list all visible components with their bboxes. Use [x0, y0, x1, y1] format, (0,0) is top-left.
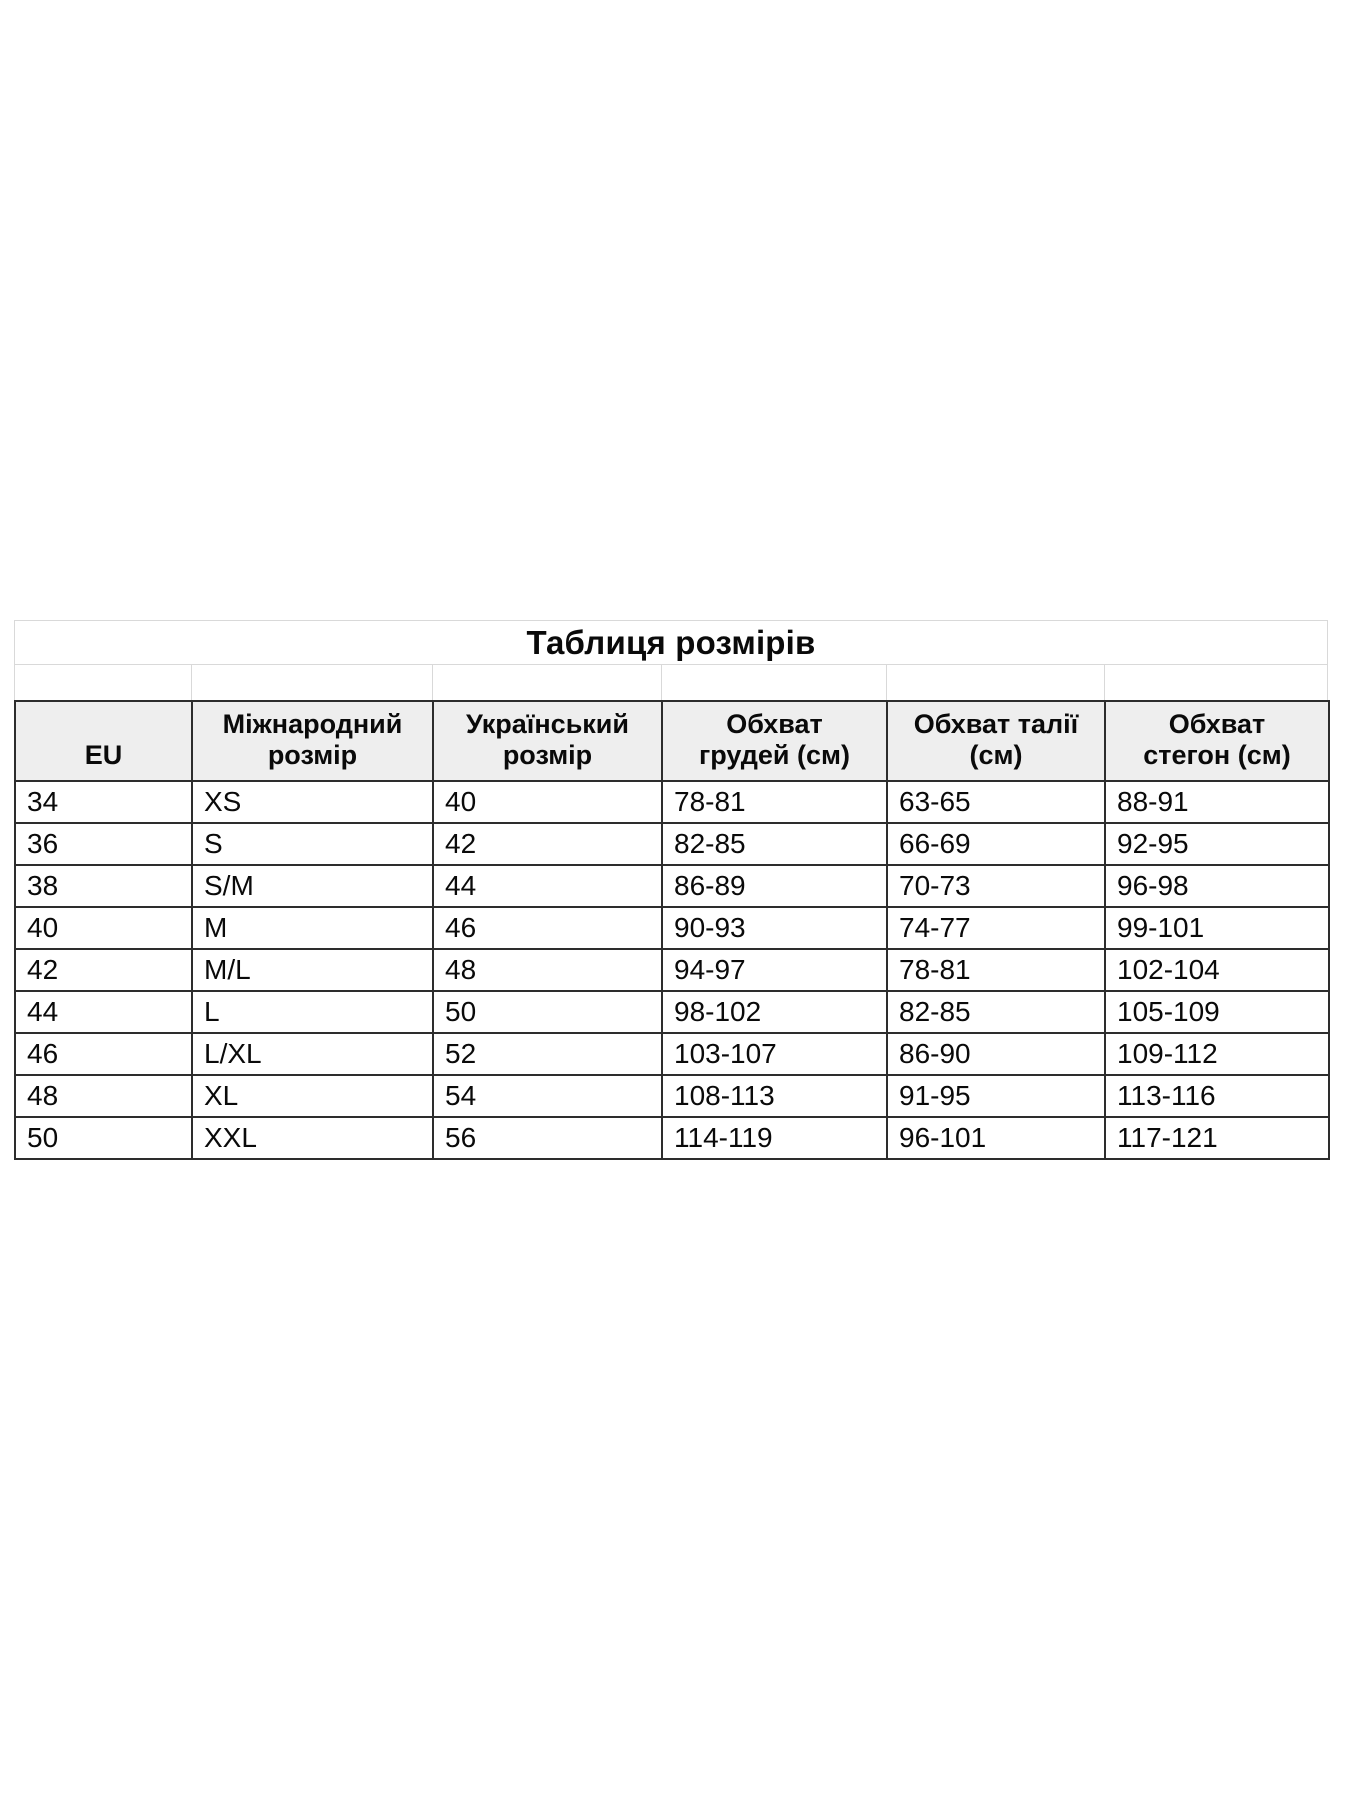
table-cell: L/XL: [192, 1033, 433, 1075]
table-cell: 52: [433, 1033, 662, 1075]
spacer-cell: [1105, 665, 1327, 700]
spacer-cell: [192, 665, 433, 700]
spacer-row: [14, 665, 1328, 700]
table-cell: S/M: [192, 865, 433, 907]
table-cell: 42: [433, 823, 662, 865]
table-cell: 96-101: [887, 1117, 1105, 1159]
table-cell: 78-81: [887, 949, 1105, 991]
column-header-ukrainian-size: [433, 701, 662, 781]
table-cell: 96-98: [1105, 865, 1329, 907]
size-chart: [14, 620, 1328, 1160]
table-row: [15, 781, 1329, 823]
table-cell: 82-85: [887, 991, 1105, 1033]
table-cell: 86-89: [662, 865, 887, 907]
table-cell: 99-101: [1105, 907, 1329, 949]
table-cell: 46: [15, 1033, 192, 1075]
column-header-hips: [1105, 701, 1329, 781]
table-cell: 50: [15, 1117, 192, 1159]
table-cell: 102-104: [1105, 949, 1329, 991]
table-cell: 70-73: [887, 865, 1105, 907]
table-row: [15, 1033, 1329, 1075]
table-cell: 56: [433, 1117, 662, 1159]
spacer-cell: [887, 665, 1105, 700]
table-cell: 82-85: [662, 823, 887, 865]
column-header-label: Обхват: [1168, 709, 1266, 739]
table-cell: 88-91: [1105, 781, 1329, 823]
column-header-label: Обхват талії: [913, 709, 1079, 739]
table-cell: 48: [15, 1075, 192, 1117]
table-cell: 46: [433, 907, 662, 949]
spacer-cell: [662, 665, 887, 700]
table-cell: 74-77: [887, 907, 1105, 949]
table-cell: 91-95: [887, 1075, 1105, 1117]
table-cell: 114-119: [662, 1117, 887, 1159]
table-row: [15, 907, 1329, 949]
size-table-body: [15, 781, 1329, 1159]
table-cell: 54: [433, 1075, 662, 1117]
table-cell: 90-93: [662, 907, 887, 949]
table-cell: 108-113: [662, 1075, 887, 1117]
table-cell: 38: [15, 865, 192, 907]
table-cell: 113-116: [1105, 1075, 1329, 1117]
table-cell: M/L: [192, 949, 433, 991]
table-cell: 63-65: [887, 781, 1105, 823]
table-cell: 40: [433, 781, 662, 823]
column-header-label: Український: [465, 709, 629, 739]
table-cell: S: [192, 823, 433, 865]
column-header-international-size: [192, 701, 433, 781]
column-header-label: грудей (см): [699, 740, 850, 770]
size-table: [14, 700, 1330, 1160]
column-header-label: розмір: [502, 740, 593, 770]
column-header-eu: [15, 701, 192, 781]
table-row: [15, 865, 1329, 907]
table-cell: 94-97: [662, 949, 887, 991]
spacer-cell: [15, 665, 192, 700]
table-cell: 48: [433, 949, 662, 991]
spacer-cell: [433, 665, 662, 700]
table-cell: 40: [15, 907, 192, 949]
table-cell: 86-90: [887, 1033, 1105, 1075]
table-row: [15, 949, 1329, 991]
header-row: [15, 701, 1329, 781]
column-header-label: Обхват: [726, 709, 823, 739]
table-row: [15, 1075, 1329, 1117]
column-header-label: стегон (см): [1143, 740, 1291, 770]
table-cell: 44: [15, 991, 192, 1033]
table-cell: 50: [433, 991, 662, 1033]
table-row: [15, 1117, 1329, 1159]
table-cell: 34: [15, 781, 192, 823]
column-header-chest: [662, 701, 887, 781]
table-cell: 66-69: [887, 823, 1105, 865]
table-title: Таблиця розмірів: [14, 620, 1328, 665]
column-header-label: EU: [84, 740, 123, 770]
table-cell: 105-109: [1105, 991, 1329, 1033]
table-cell: XXL: [192, 1117, 433, 1159]
table-cell: 117-121: [1105, 1117, 1329, 1159]
table-cell: 42: [15, 949, 192, 991]
table-cell: XL: [192, 1075, 433, 1117]
table-cell: 36: [15, 823, 192, 865]
table-cell: 92-95: [1105, 823, 1329, 865]
table-cell: XS: [192, 781, 433, 823]
table-cell: L: [192, 991, 433, 1033]
table-cell: 103-107: [662, 1033, 887, 1075]
column-header-waist: [887, 701, 1105, 781]
column-header-label: Міжнародний: [222, 709, 403, 739]
table-cell: M: [192, 907, 433, 949]
table-cell: 98-102: [662, 991, 887, 1033]
column-header-label: (см): [969, 740, 1023, 770]
table-row: [15, 991, 1329, 1033]
table-row: [15, 823, 1329, 865]
table-cell: 78-81: [662, 781, 887, 823]
table-cell: 109-112: [1105, 1033, 1329, 1075]
column-header-label: розмір: [267, 740, 358, 770]
table-cell: 44: [433, 865, 662, 907]
